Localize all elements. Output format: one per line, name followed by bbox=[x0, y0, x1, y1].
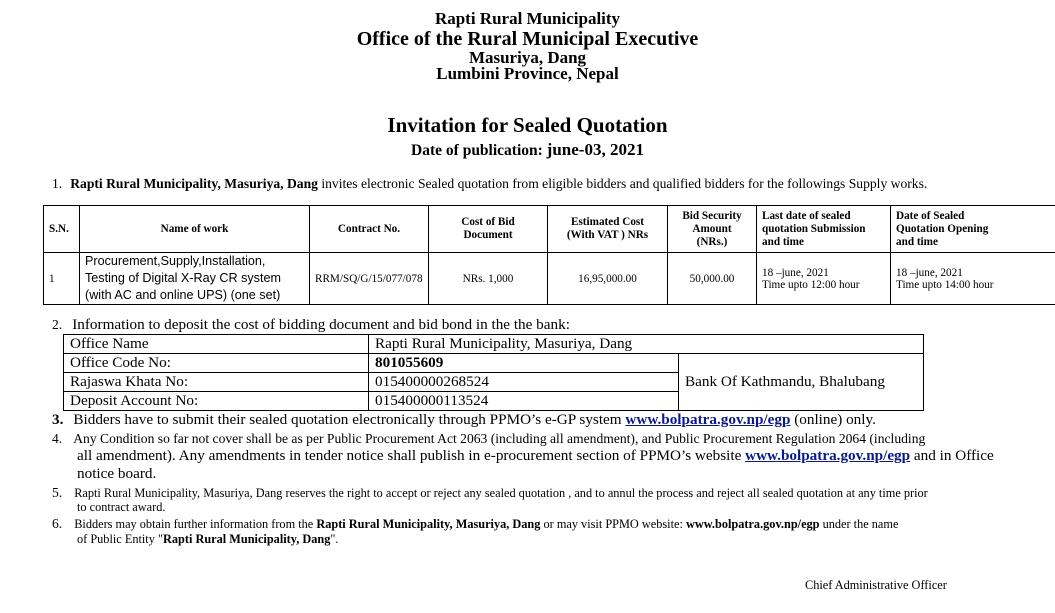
ppmo-website: www.bolpatra.gov.np/egp bbox=[685, 517, 820, 531]
paragraph-number: 3. bbox=[52, 411, 64, 428]
paragraph-1-bold: Rapti Rural Municipality, Masuriya, Dang bbox=[70, 176, 318, 191]
egp-link[interactable]: www.bolpatra.gov.np/egp bbox=[625, 411, 791, 428]
egp-link[interactable]: www.bolpatra.gov.np/egp bbox=[745, 447, 911, 464]
header-last-date: Last date of sealed quotation Submission and time bbox=[757, 206, 891, 253]
table-row bbox=[64, 354, 924, 373]
header-opening-date: Date of Sealed Quotation Opening and time bbox=[891, 206, 1055, 253]
cell-opening-date: 18 –june, 2021 Time upto 14:00 hour bbox=[891, 253, 1055, 305]
paragraph-number: 6. bbox=[52, 516, 63, 531]
bank-name: Bank Of Kathmandu, Bhalubang bbox=[679, 354, 924, 411]
bank-details-table bbox=[63, 334, 924, 411]
paragraph-number: 1. bbox=[52, 176, 63, 191]
table-header-row bbox=[44, 206, 1055, 253]
publication-date-value: june-03, 2021 bbox=[546, 140, 644, 159]
publication-date-label: Date of publication: bbox=[411, 142, 543, 159]
header-bid-security: Bid Security Amount (NRs.) bbox=[668, 206, 757, 253]
paragraph-4-line-1: Any Condition so far not cover shall be as per Public Procurement Act 2063 (including all amendment), and Public Procurement Regulation 2064 (including bbox=[73, 431, 926, 446]
paragraph-4 bbox=[52, 430, 925, 447]
deposit-account-label: Deposit Account No: bbox=[64, 392, 369, 411]
cell-last-date: 18 –june, 2021 Time upto 12:00 hour bbox=[757, 253, 891, 305]
header-cost-of-bid: Cost of Bid Document bbox=[429, 206, 548, 253]
office-name-label: Office Name bbox=[64, 335, 369, 354]
paragraph-2 bbox=[52, 316, 570, 334]
cell-sn: 1 bbox=[44, 253, 80, 305]
office-location: Masuriya, Dang bbox=[468, 48, 587, 67]
table-row bbox=[44, 253, 1055, 305]
paragraph-1-text: invites electronic Sealed quotation from eligible bidders and qualified bidders for the followings Supply works. bbox=[317, 176, 928, 191]
municipality-name: Rapti Rural Municipality bbox=[434, 9, 621, 28]
paragraph-number: 4. bbox=[52, 431, 63, 446]
header-sn: S.N. bbox=[44, 206, 80, 253]
paragraph-6-line-2: of Public Entity "Rapti Rural Municipality, Dang". bbox=[77, 532, 339, 546]
office-name-value: Rapti Rural Municipality, Masuriya, Dang bbox=[369, 335, 924, 354]
notice-title: Invitation for Sealed Quotation bbox=[387, 113, 668, 137]
paragraph-1 bbox=[52, 175, 927, 192]
paragraph-3 bbox=[52, 411, 876, 429]
province-name: Lumbini Province, Nepal bbox=[436, 64, 619, 83]
office-code-value: 801055609 bbox=[369, 354, 679, 373]
cell-estimated-cost: 16,95,000.00 bbox=[548, 253, 668, 305]
works-table bbox=[43, 205, 1055, 305]
signatory-title: Chief Administrative Officer bbox=[805, 578, 947, 592]
office-code-label: Office Code No: bbox=[64, 354, 369, 373]
paragraph-3-text: Bidders have to submit their sealed quotation electronically through PPMO’s e-GP system bbox=[73, 411, 626, 428]
publication-date bbox=[0, 141, 1055, 160]
paragraph-4-line-3: notice board. bbox=[77, 465, 157, 482]
paragraph-5 bbox=[52, 484, 928, 501]
header-name-of-work: Name of work bbox=[80, 206, 310, 253]
table-row bbox=[64, 335, 924, 354]
cell-bid-security: 50,000.00 bbox=[668, 253, 757, 305]
rajaswa-khata-label: Rajaswa Khata No: bbox=[64, 373, 369, 392]
paragraph-number: 2. bbox=[52, 317, 63, 332]
rajaswa-khata-value: 015400000268524 bbox=[369, 373, 679, 392]
cell-cost-of-bid: NRs. 1,000 bbox=[429, 253, 548, 305]
paragraph-6: 6. Bidders may obtain further information from the Rapti Rural Municipality, Masuriya, Dang or may visit PPMO website: www.bolpatra.gov.np/egp under the name bbox=[52, 516, 899, 531]
office-name: Office of the Rural Municipal Executive bbox=[356, 28, 699, 50]
header-estimated-cost: Estimated Cost (With VAT ) NRs bbox=[548, 206, 668, 253]
paragraph-4-line-2: all amendment). Any amendments in tender notice shall publish in e-procurement section of PPMO’s website www.bolpatra.gov.np/egp and in Office bbox=[77, 447, 994, 464]
cell-contract-no: RRM/SQ/G/15/077/078 bbox=[310, 253, 429, 305]
paragraph-2-text: Information to deposit the cost of bidding document and bid bond in the the bank: bbox=[72, 316, 570, 333]
paragraph-number: 5. bbox=[52, 485, 63, 500]
paragraph-5-line-2: to contract award. bbox=[77, 500, 166, 514]
paragraph-5-line-1: Rapti Rural Municipality, Masuriya, Dang reserves the right to accept or reject any sealed quotation , and to annul the process and reject all sealed quotation at any time prior bbox=[74, 486, 928, 500]
paragraph-3-tail: (online) only. bbox=[790, 411, 876, 428]
deposit-account-value: 015400000113524 bbox=[369, 392, 679, 411]
cell-name-of-work: Procurement,Supply,Installation, Testing of Digital X-Ray CR system (with AC and online UPS) (one set) bbox=[80, 253, 310, 305]
header-contract-no: Contract No. bbox=[310, 206, 429, 253]
